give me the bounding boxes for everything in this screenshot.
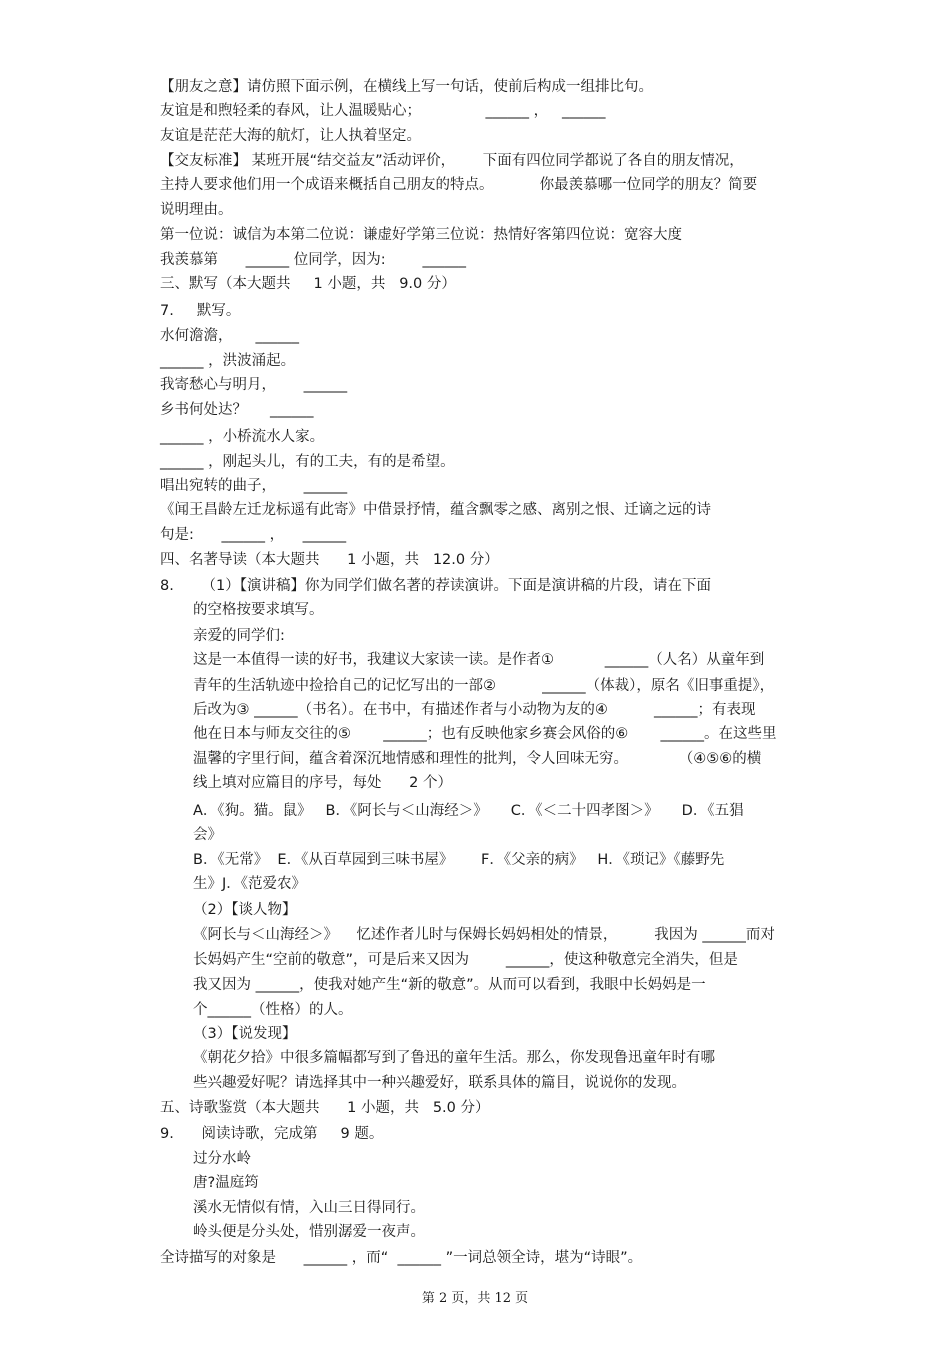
poem-line: 岭头便是分头处，惜别潺爱一夜声。 [193,1224,425,1240]
text-line: 《朝花夕拾》中很多篇幅都写到了鲁迅的童年生活。那么，你发现鲁迅童年时有哪 [193,1050,715,1066]
text-line: ______ ，洪波涌起。 [160,353,296,369]
subheading: （3）【说发现】 [193,1026,297,1042]
option-line: B．《无常》 E．《从百草园到三味书屋》 F．《父亲的病》 H．《琐记》《藤野先 [193,852,725,868]
text-line: 8. （1）【演讲稿】你为同学们做名著的荐读演讲。下面是演讲稿的片段，请在下面 [160,578,711,594]
option-line: 生》J．《范爱农》 [193,876,307,892]
text-line: 友谊是茫茫大海的航灯，让人执着坚定。 [160,128,421,144]
text-line: 句是: ______ ， ______ [160,527,347,543]
text-line: ______ ，刚起头儿，有的工夫，有的是希望。 [160,454,455,470]
text-line: 第一位说：诚信为本第二位说：谦虚好学第三位说：热情好客第四位说：宽容大度 [160,227,682,243]
text-line: 线上填对应篇目的序号，每处 2 个） [193,775,452,791]
text-line: 主持人要求他们用一个成语来概括自己朋友的特点。 你最羡慕哪一位同学的朋友？简要 [160,177,758,193]
text-line: 青年的生活轨迹中捡拾自己的记忆写出的一部② ______（体裁），原名《旧事重提》， [193,678,775,694]
text-line: 这是一本值得一读的好书，我建议大家读一读。是作者① ______（人名）从童年到 [193,652,765,668]
text-line: 全诗描写的对象是 ______ ，而“ ______ ”一词总领全诗，堪为“诗眼”。 [160,1250,643,1266]
text-line: 长妈妈产生“空前的敬意”，可是后来又因为 ______，使这种敬意完全消失，但是 [193,952,738,968]
text-line: 水何澹澹， ______ [160,328,300,344]
section-heading: 三、默写（本大题共 1 小题，共 9.0 分） [160,276,456,292]
text-line: 友谊是和煦轻柔的春风，让人温暖贴心； ______ ， ______ [160,103,606,119]
text-line: 乡书何处达？ ______ [160,402,314,418]
section-heading: 五、诗歌鉴赏（本大题共 1 小题，共 5.0 分） [160,1100,490,1116]
text-line: 我羡慕第 ______ 位同学，因为: ______ [160,252,467,268]
option-line: A．《狗。猫。鼠》 B．《阿长与＜山海经＞》 C．《＜二十四孝图＞》 D．《五猖 [193,803,744,819]
text-line: 亲爱的同学们: [193,628,285,644]
text-line: 我又因为 ______，使我对她产生“新的敬意”。从而可以看到，我眼中长妈妈是一 [193,977,706,993]
text-line: 他在日本与师友交往的⑤ ______；也有反映他家乡赛会风俗的⑥ ______。在这些里 [193,726,777,742]
question-number: 7. 默写。 [160,303,241,319]
text-line: ______ ，小桥流水人家。 [160,429,325,445]
text-line: 说明理由。 [160,202,233,218]
subheading: （2）【谈人物】 [193,902,297,918]
text-line: 的空格按要求填写。 [193,602,324,618]
poem-line: 溪水无情似有情，入山三日得同行。 [193,1200,425,1216]
text-line: 《阿长与＜山海经＞》 忆述作者儿时与保姆长妈妈相处的情景， 我因为 ______而对 [193,927,775,943]
text-line: 后改为③ ______（书名）。在书中，有描述作者与小动物为友的④ ______；有表现 [193,702,756,718]
text-line: 唱出宛转的曲子， ______ [160,478,348,494]
text-line: 温馨的字里行间，蕴含着深沉地情感和理性的批判，令人回味无穷。 （④⑤⑥的横 [193,751,762,767]
poem-title: 过分水岭 [193,1151,251,1167]
text-line: 我寄愁心与明月， ______ [160,377,348,393]
text-line: 【朋友之意】请仿照下面示例，在横线上写一句话，使前后构成一组排比句。 [160,79,653,95]
section-heading: 四、名著导读（本大题共 1 小题，共 12.0 分） [160,552,499,568]
text-line: 《闻王昌龄左迁龙标遥有此寄》中借景抒情，蕴含飘零之感、离别之恨、迁谪之远的诗 [160,502,711,518]
page-footer: 第 2 页，共 12 页 [421,1291,529,1306]
text-line: 些兴趣爱好呢？请选择其中一种兴趣爱好，联系具体的篇目，说说你的发现。 [193,1075,686,1091]
option-line: 会》 [193,827,222,843]
poem-author: 唐?温庭筠 [193,1175,259,1191]
text-line: 【交友标准】 某班开展“结交益友”活动评价， 下面有四位同学都说了各自的朋友情况， [160,153,744,169]
text-line: 个______（性格）的人。 [193,1002,353,1018]
question-number: 9. 阅读诗歌，完成第 9 题。 [160,1126,384,1142]
